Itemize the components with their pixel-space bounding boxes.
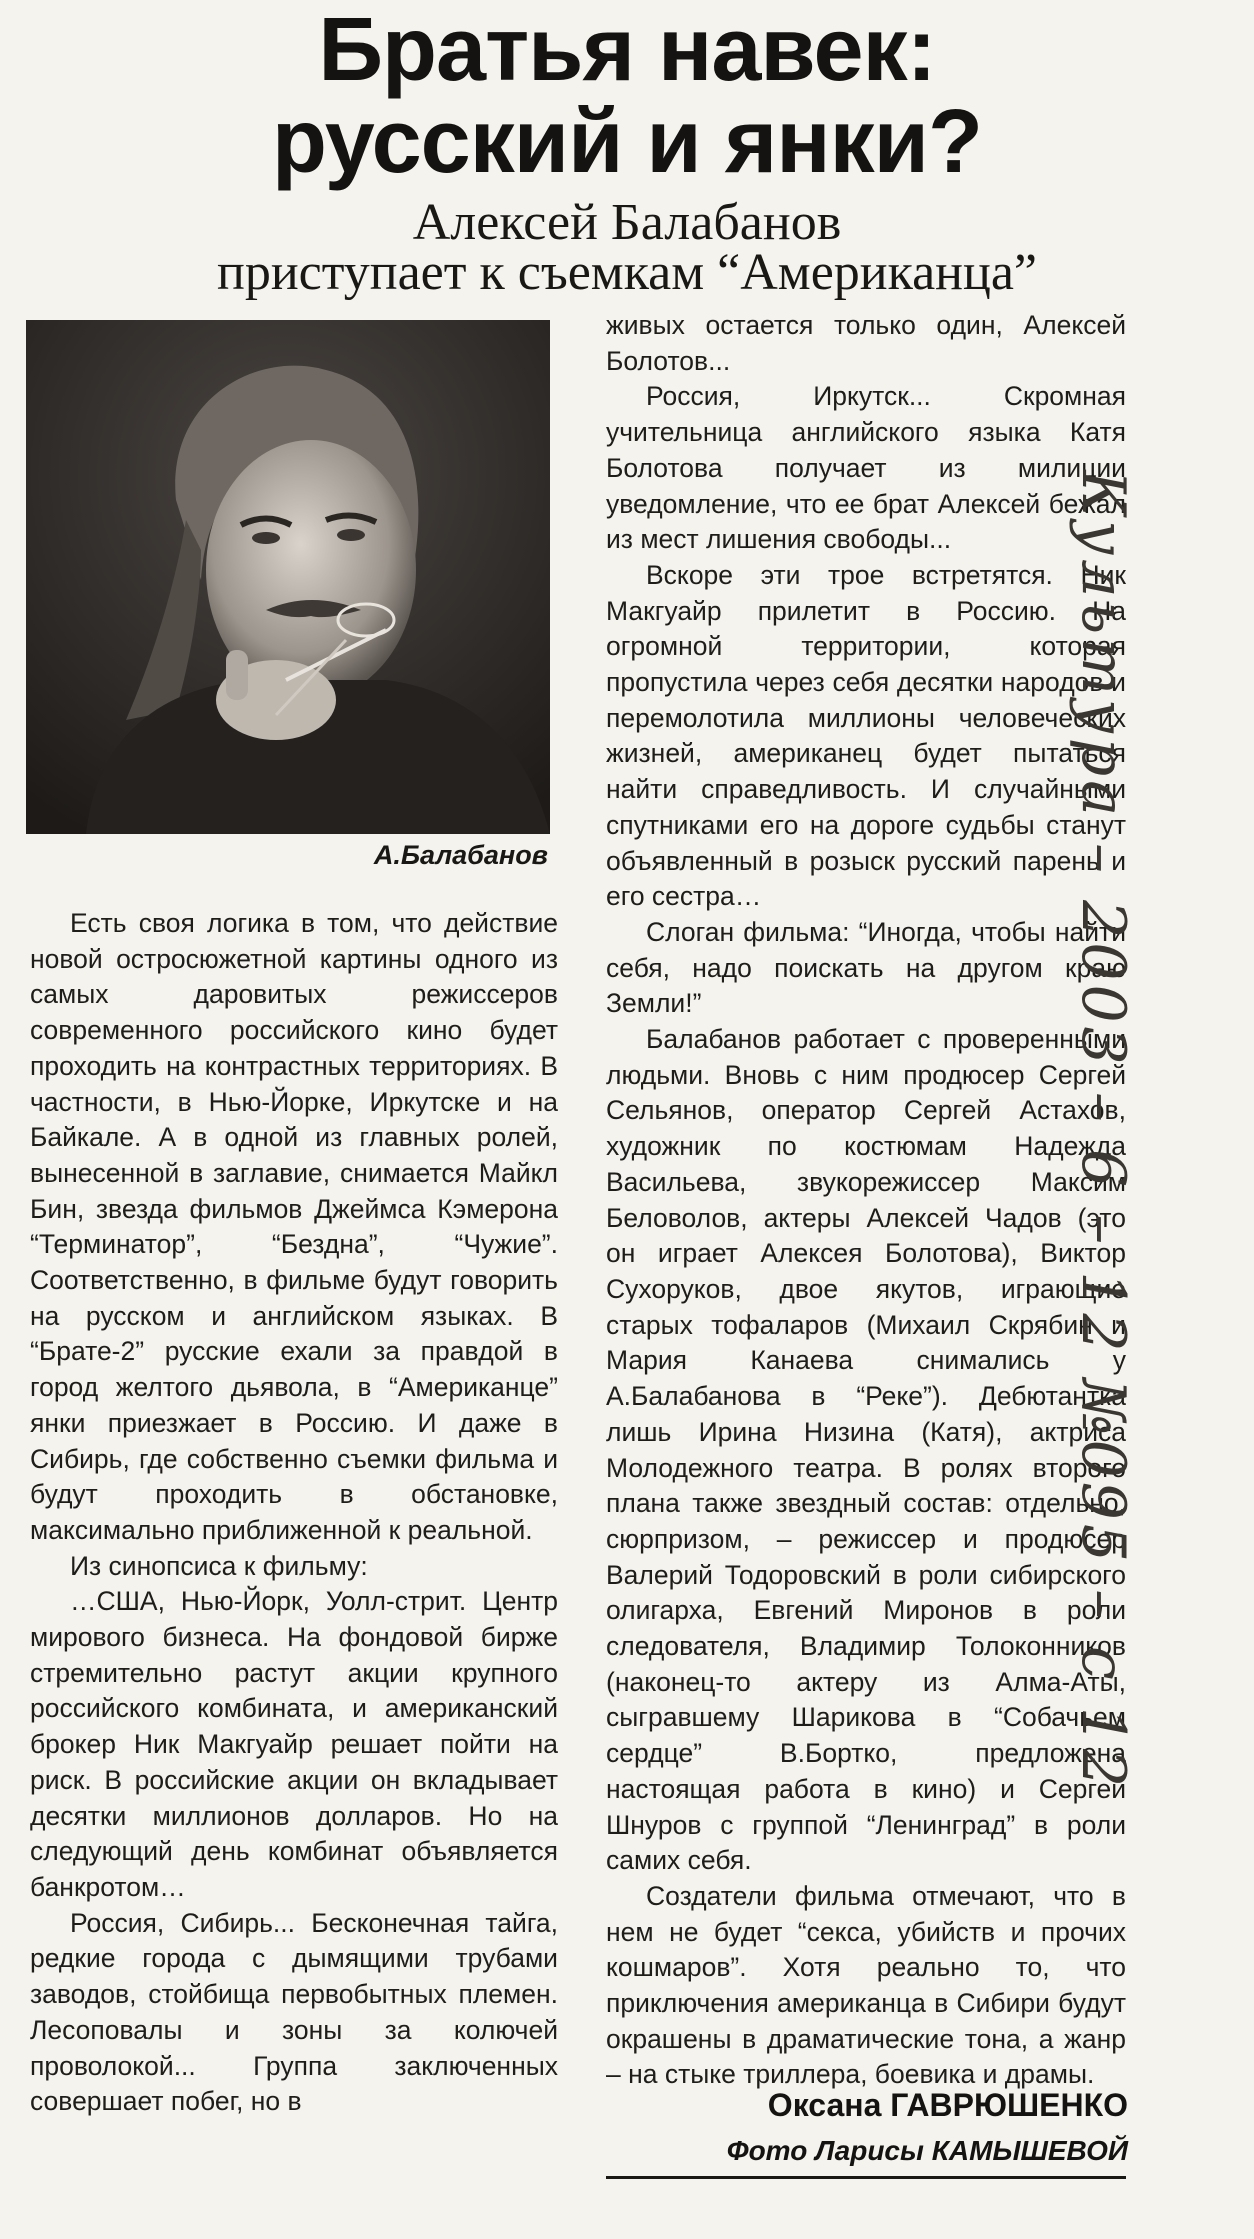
- left-column: [30, 906, 558, 2120]
- portrait-photo: [26, 320, 550, 834]
- subheadline-line-2: приступает к съемкам “Американца”: [217, 244, 1037, 301]
- byline-author: Оксана ГАВРЮШЕНКО: [767, 2087, 1128, 2123]
- right-column: [606, 308, 1126, 2093]
- headline-line-2: русский и янки?: [272, 92, 982, 192]
- paragraph: Россия, Иркутск... Скромная учительница английского языка Катя Болотова получает из милиции уведомление, что ее брат Алексей бежал из мест лишения свободы...: [606, 381, 1126, 555]
- paragraph: Россия, Сибирь... Бесконечная тайга, редкие города с дымящими трубами заводов, стойбища первобытных племен. Лесоповалы и зоны за колючей проволокой... Группа заключенных совершает побег, но в: [30, 1907, 558, 2117]
- paragraph: Есть своя логика в том, что действие новой остросюжетной картины одного из самых даровитых режиссеров современного российского кино будет проходить на контрастных территориях. В частности, в Нью-Йорке, Иркутске и на Байкале. А в одной из главных ролей, вынесенной в заглавие, снимается Майкл Бин, звезда фильмов Джеймса Кэмерона “Терминатор”, “Бездна”, “Чужие”. Соответственно, в фильме будут говорить на русском и английском языках. В “Брате-2” русские ехали за правдой в город желтого дьявола, в “Американце” янки приезжает в Россию. И даже в Сибирь, где собственно съемки фильма и будут проходить в обстановке, максимально приближенной к реальной.: [30, 908, 558, 1545]
- paragraph: …США, Нью-Йорк, Уолл-стрит. Центр мирового бизнеса. На фондовой бирже стремительно растут акции крупного российского комбината, и американский брокер Ник Макгуайр решает пойти на риск. В российские акции он вкладывает десятки миллионов долларов. Но на следующий день комбинат объявляется банкротом…: [30, 1586, 558, 1902]
- photo-caption: А.Балабанов: [373, 840, 548, 870]
- paragraph: Слоган фильма: “Иногда, чтобы найти себя, надо поискать на другом краю Земли!”: [606, 916, 1126, 1019]
- paragraph: Вскоре эти трое встретятся. Ник Макгуайр прилетит в Россию. На огромной территории, которая пропустила через себя десятки народов и перемолотила миллионы человеческих жизней, американец будет пытаться найти справедливость. И случайными спутниками его на дороге судьбы станут объявленный в розыск русский парень и его сестра…: [606, 559, 1126, 912]
- headline-line-1: Братья навек:: [318, 0, 936, 100]
- byline-photo-credit: Фото Ларисы КАМЫШЕВОЙ: [726, 2135, 1128, 2166]
- paragraph: Из синопсиса к фильму:: [70, 1550, 368, 1581]
- subheadline-line-1: Алексей Балабанов: [412, 194, 842, 251]
- paragraph: Создатели фильма отмечают, что в нем не будет “секса, убийств и прочих кошмаров”. Хотя реально то, что приключения американца в Сибири будут окрашены в драматические тона, а жанр – на стыке триллера, боевика и драмы.: [606, 1880, 1126, 2090]
- bottom-rule: [606, 2176, 1126, 2179]
- paragraph: живых остается только один, Алексей Болотов...: [606, 310, 1126, 376]
- handwritten-note: Культура – 2003 – 6 – 12 №095 – с 12: [1068, 470, 1138, 1792]
- paragraph: Балабанов работает с проверенными людьми. Вновь с ним продюсер Сергей Сельянов, оператор Сергей Астахов, художник по костюмам Надежда Васильева, звукорежиссер Максим Беловолов, актеры Алексей Чадов (это он играет Алексея Болотова), Виктор Сухоруков, двое якутов, играющие старых тофаларов (Михаил Скрябин и Мария Канаева снимались у А.Балабанова в “Реке”). Дебютантка лишь Ирина Низина (Катя), актриса Молодежного театра. В ролях второго плана также звездный состав: отдельно, сюрпризом, – режиссер и продюсер Валерий Тодоровский в роли сибирского олигарха, Евгений Миронов в роли следователя, Владимир Толоконников (наконец-то актеру из Алма-Аты, сыгравшему Шарикова в “Собачьем сердце” В.Бортко, предложена настоящая работа в кино) и Сергей Шнуров с группой “Ленинград” в роли самих себя.: [606, 1024, 1126, 1876]
- portrait-illustration: [26, 320, 550, 834]
